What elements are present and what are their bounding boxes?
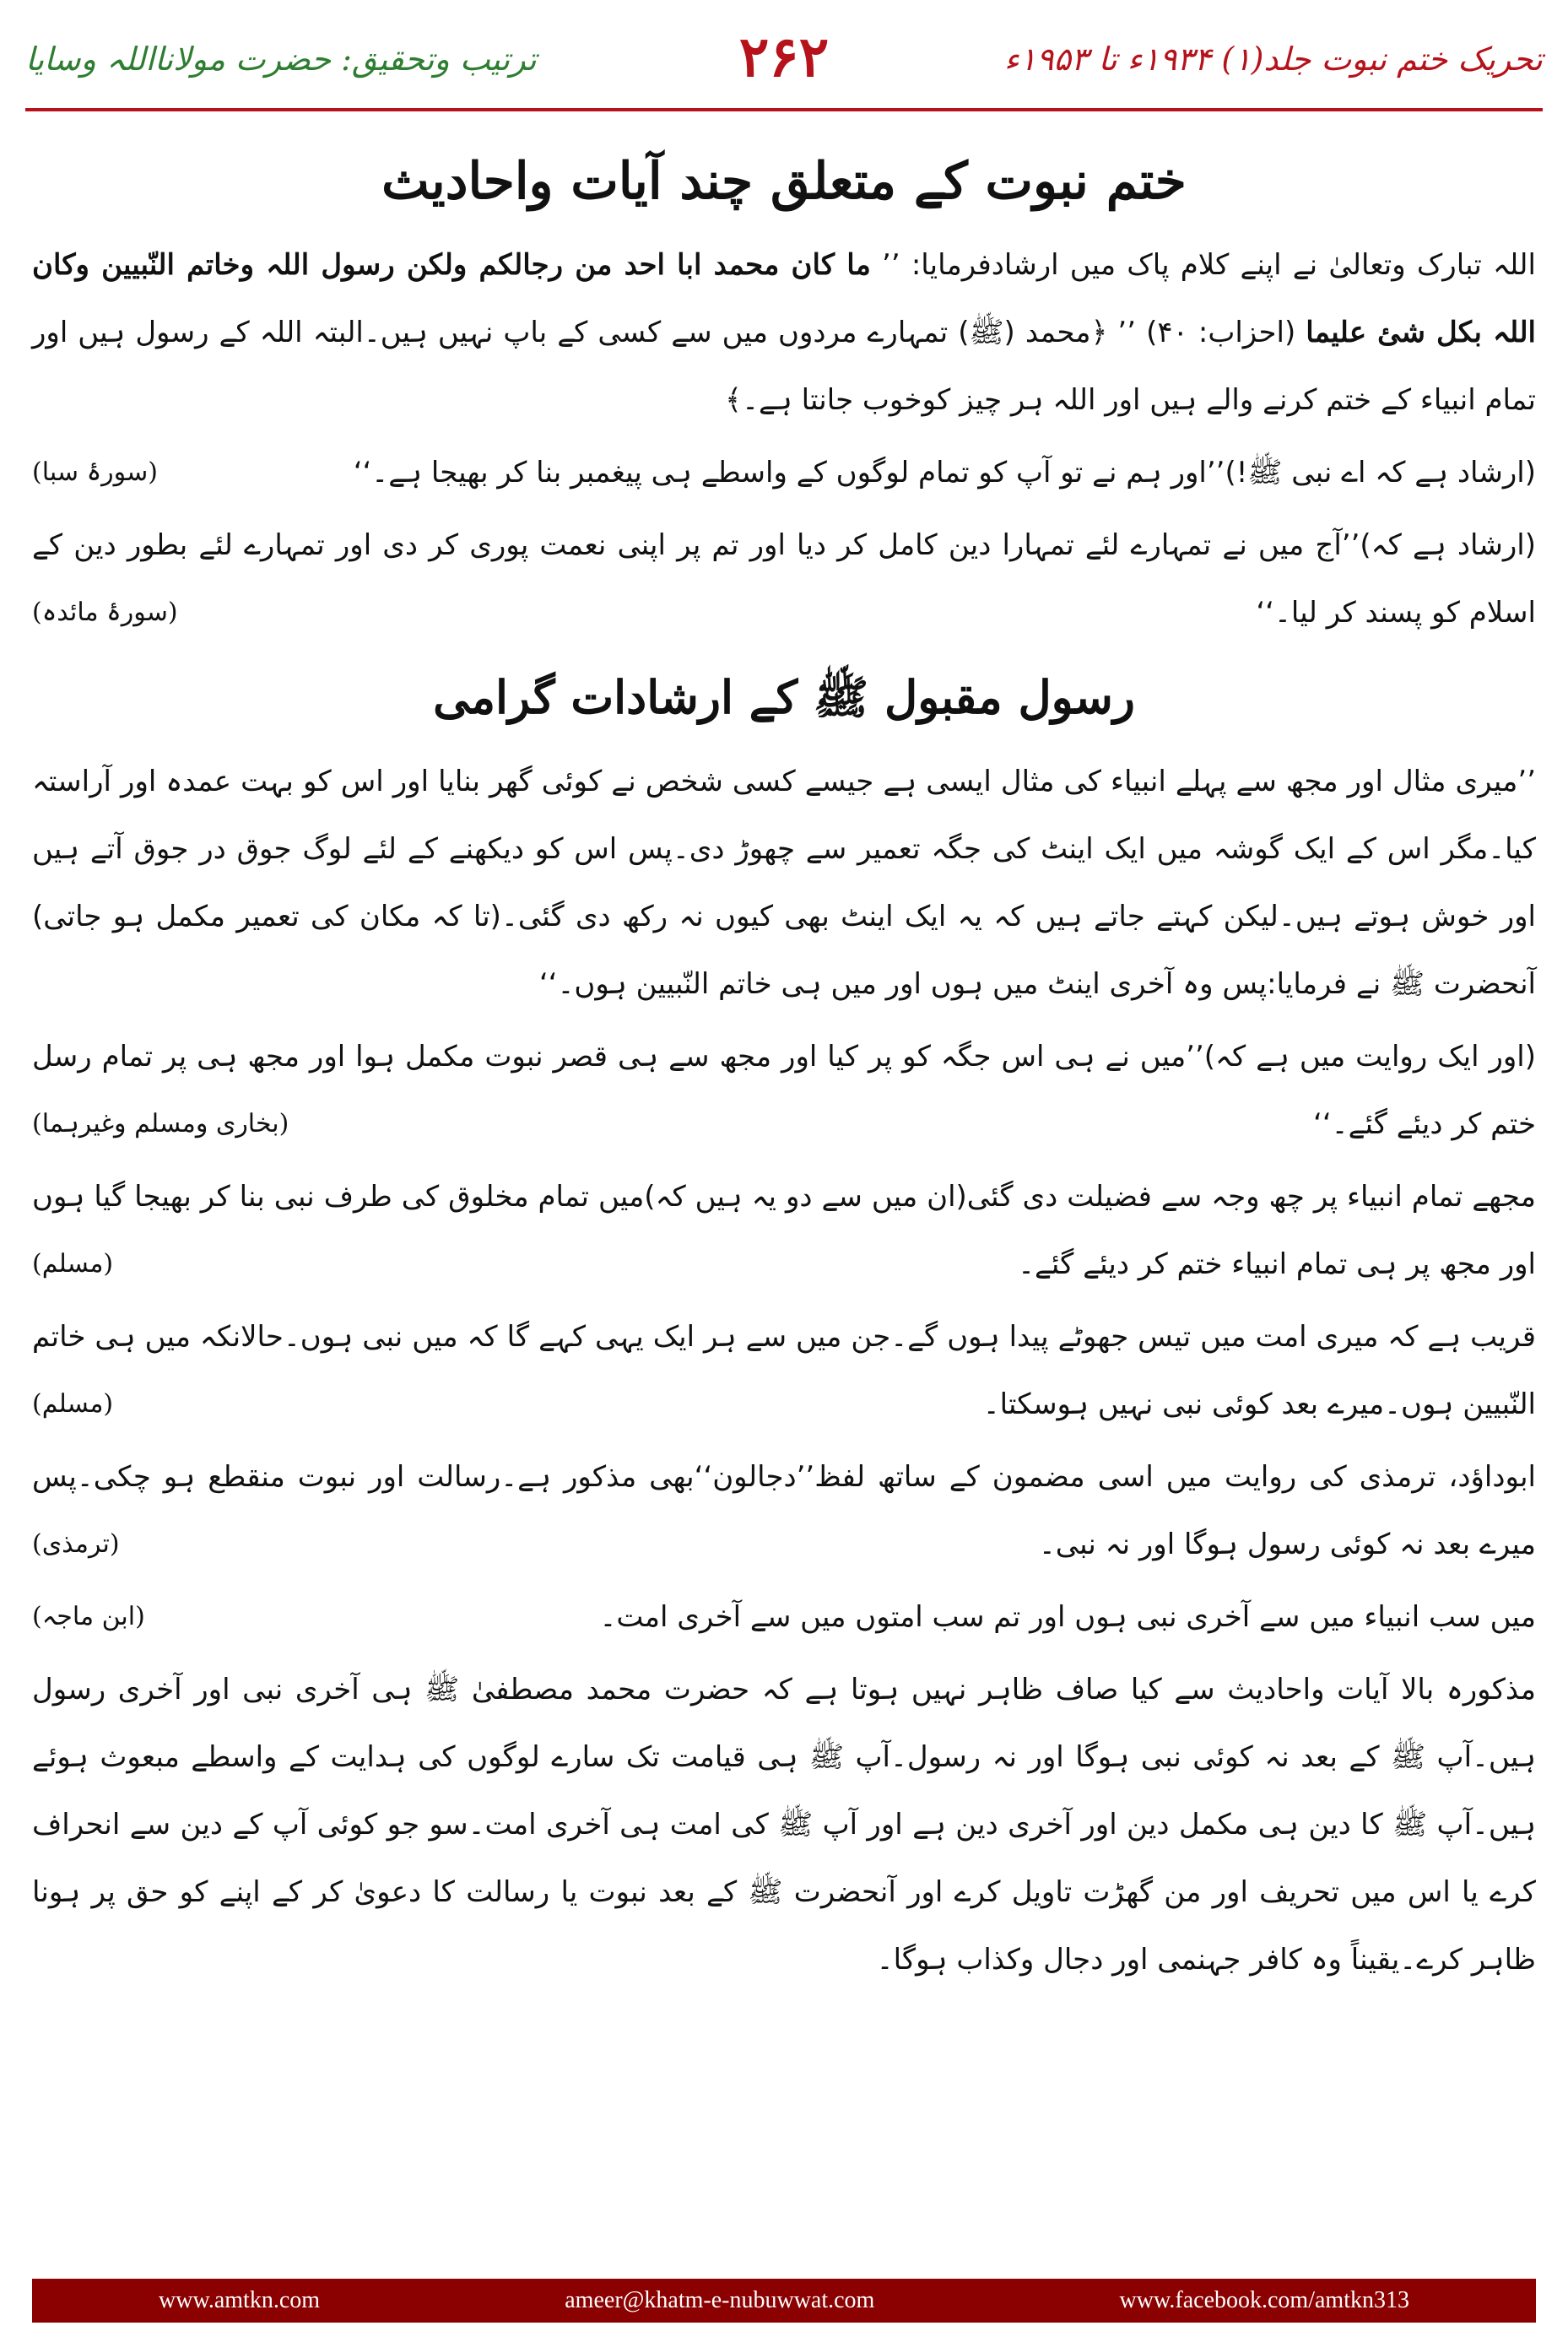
compiler-credit: ترتیب وتحقیق: حضرت مولانااللہ وسایا xyxy=(25,41,537,78)
hadith-paragraph xyxy=(32,1583,1536,1651)
hadith-paragraph xyxy=(32,748,1536,1018)
header-divider xyxy=(25,108,1543,111)
verse-paragraph xyxy=(32,439,1536,506)
hadith-text: میں سب انبیاء میں سے آخری نبی ہوں اور تم سب امتوں میں سے آخری امت۔ xyxy=(599,1600,1536,1634)
verse-reference: (سورۂ مائدہ) xyxy=(32,598,178,627)
hadith-paragraph xyxy=(32,1443,1536,1578)
intro-paragraph xyxy=(32,231,1536,434)
hadith-reference: (ترمذی) xyxy=(32,1529,120,1559)
verse-reference: (سورۂ سبا) xyxy=(32,457,158,487)
quran-verse-arabic: ما کان محمد ابا احد من رجالکم ولکن رسول اللہ وخاتم النّبیین وکان اللہ بکل شئ علیما xyxy=(32,248,1536,349)
hadith-text: مجھے تمام انبیاء پر چھ وجہ سے فضیلت دی گئی(ان میں سے دو یہ ہیں کہ)میں تمام مخلوق کی طرف نبی بنا کر بھیجا گیا ہوں اور مجھ پر ہی تمام انبیاء ختم کر دیئے گئے۔ xyxy=(32,1180,1536,1281)
verse-citation: (احزاب: ۴۰) xyxy=(1146,316,1296,349)
hadith-paragraph xyxy=(32,1303,1536,1438)
page-title: ختم نبوت کے متعلق چند آیات واحادیث xyxy=(381,152,1187,211)
facebook-link[interactable]: www.facebook.com/amtkn313 xyxy=(1119,2287,1409,2313)
page-header xyxy=(25,8,1543,110)
website-link[interactable]: www.amtkn.com xyxy=(159,2287,321,2313)
hadith-reference: (بخاری ومسلم وغیرہما) xyxy=(32,1109,289,1139)
verse-text: (ارشاد ہے کہ)’’آج میں نے تمہارے لئے تمہارا دین کامل کر دیا اور تم پر اپنی نعمت پوری کر دی اور تمہارے لئے بطور دین کے اسلام کو پسند کر لیا۔‘‘ xyxy=(32,528,1536,630)
hadith-text: (اور ایک روایت میں ہے کہ)’’میں نے ہی اس جگہ کو پر کیا اور مجھ سے ہی قصر نبوت مکمل ہوا اور مجھ ہی پر تمام رسل ختم کر دیئے گئے۔‘‘ xyxy=(32,1040,1536,1141)
hadith-reference: (مسلم) xyxy=(32,1249,114,1279)
conclusion-paragraph: مذکورہ بالا آیات واحادیث سے کیا صاف ظاہر نہیں ہوتا ہے کہ حضرت محمد مصطفیٰ ﷺ ہی آخری نبی اور آخری رسول ہیں۔آپ ﷺ کے بعد نہ کوئی نبی ہوگا اور نہ رسول۔آپ ﷺ ہی قیامت تک سارے لوگوں کی ہدایت کے واسطے مبعوث ہوئے ہیں۔آپ ﷺ کا دین ہی مکمل دین اور آخری دین ہے اور آپ ﷺ کی امت ہی آخری امت۔سو جو کوئی آپ کے دین سے انحراف کرے یا اس میں تحریف اور من گھڑت تاویل کرے اور آنحضرت ﷺ کے بعد نبوت یا رسالت کا دعویٰ کر کے اپنے کو حق پر ہونا ظاہر کرے۔یقیناً وہ کافر جہنمی اور دجال وکذاب ہوگا۔ xyxy=(32,1673,1536,1977)
email-link[interactable]: ameer@khatm-e-nubuwwat.com xyxy=(565,2287,875,2313)
hadith-paragraph xyxy=(32,1023,1536,1158)
page-footer xyxy=(32,2279,1536,2323)
hadith-text: قریب ہے کہ میری امت میں تیس جھوٹے پیدا ہوں گے۔جن میں سے ہر ایک یہی کہے گا کہ میں نبی ہوں۔حالانکہ میں ہی خاتم النّبیین ہوں۔میرے بعد کوئی نبی نہیں ہوسکتا۔ xyxy=(32,1320,1536,1421)
hadith-text: ’’میری مثال اور مجھ سے پہلے انبیاء کی مثال ایسی ہے جیسے کسی شخص نے کوئی گھر بنایا اور اس کو بہت عمدہ اور آراستہ کیا۔مگر اس کے ایک گوشہ میں ایک اینٹ کی جگہ تعمیر سے چھوڑ دی۔پس اس کو دیکھنے کے لئے لوگ جوق در جوق آتے ہیں اور خوش ہوتے ہیں۔لیکن کہتے جاتے ہیں کہ یہ ایک اینٹ بھی کیوں نہ رکھ دی گئی۔(تا کہ مکان کی تعمیر مکمل ہو جاتی) آنحضرت ﷺ نے فرمایا:پس وہ آخری اینٹ میں ہوں اور میں ہی خاتم النّبیین ہوں۔‘‘ xyxy=(32,765,1536,1001)
hadith-reference: (ابن ماجہ) xyxy=(32,1602,145,1631)
verse-text: (ارشاد ہے کہ اے نبی ﷺ!)’’اور ہم نے تو آپ کو تمام لوگوں کے واسطے ہی پیغمبر بنا کر بھیجا ہے۔‘‘ xyxy=(353,456,1536,489)
section-title: رسول مقبول ﷺ کے ارشادات گرامی xyxy=(433,670,1135,724)
book-title: تحریک ختم نبوت جلد(۱) ۱۹۳۴ء تا ۱۹۵۳ء xyxy=(1003,41,1543,78)
page-content xyxy=(32,135,1536,1999)
hadith-paragraph xyxy=(32,1163,1536,1298)
verse-paragraph xyxy=(32,511,1536,646)
page-number: ۲۶۲ xyxy=(738,24,830,89)
intro-lead: اللہ تبارک وتعالیٰ نے اپنے کلام پاک میں ارشادفرمایا: ’’ xyxy=(882,248,1536,282)
hadith-text: ابوداؤد، ترمذی کی روایت میں اسی مضمون کے ساتھ لفظ’’دجالون‘‘بھی مذکور ہے۔رسالت اور نبوت منقطع ہو چکی۔پس میرے بعد نہ کوئی رسول ہوگا اور نہ نبی۔ xyxy=(32,1460,1536,1561)
hadith-reference: (مسلم) xyxy=(32,1389,114,1419)
verse-translation: ’’ ﴿محمد (ﷺ) تمہارے مردوں میں سے کسی کے باپ نہیں ہیں۔البتہ اللہ کے رسول ہیں اور تمام انبیاء کے ختم کرنے والے ہیں اور اللہ ہر چیز کوخوب جانتا ہے۔﴾ xyxy=(32,316,1536,417)
